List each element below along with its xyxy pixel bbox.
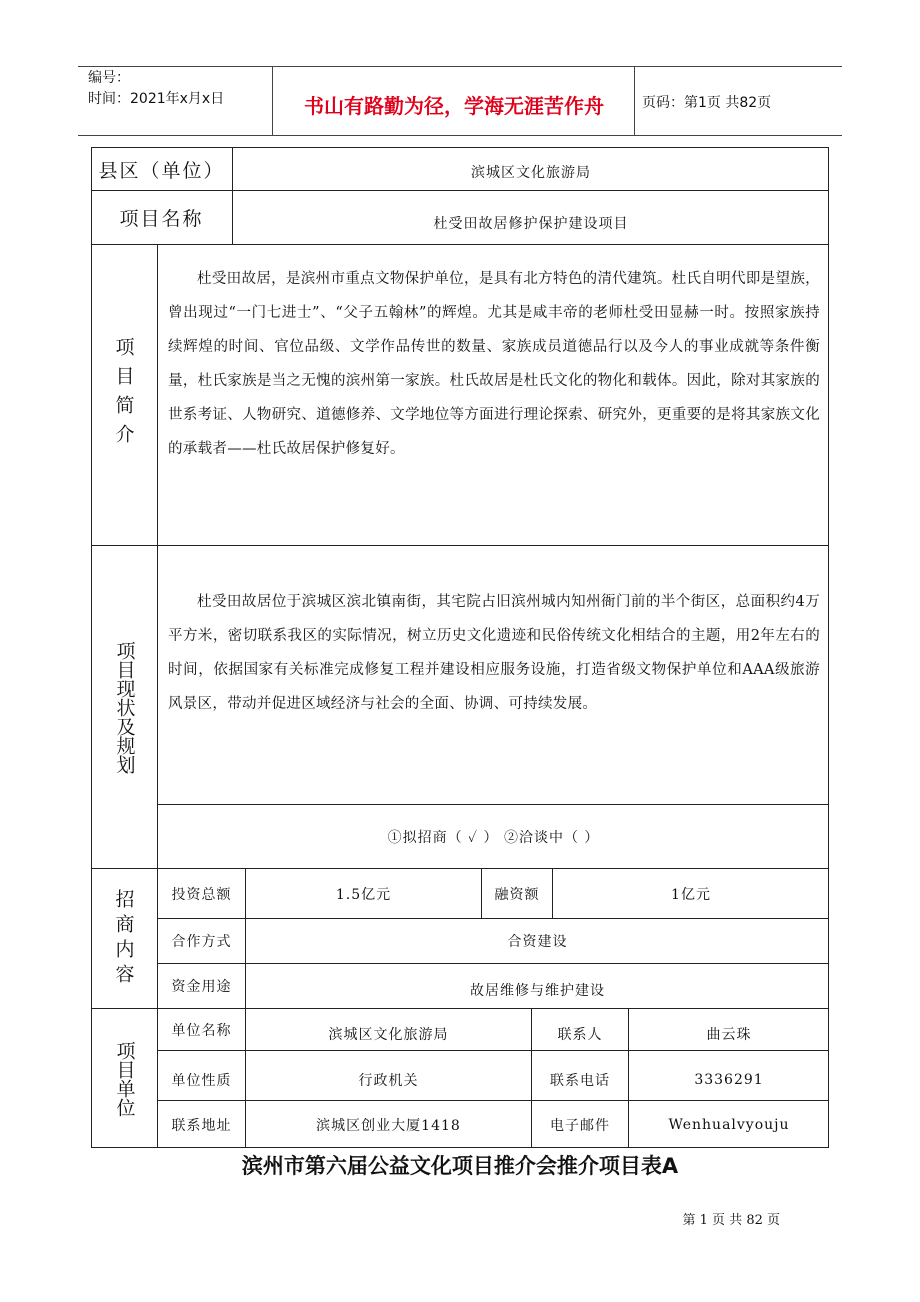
- page-footer: 第 1 页 共 82 页: [682, 1213, 780, 1228]
- financing-value: 1亿元: [671, 886, 711, 903]
- county-label: 县区（单位）: [98, 159, 225, 182]
- row-line: [91, 545, 829, 546]
- status-text: 杜受田故居位于滨城区滨北镇南街，其宅院占旧滨州城内知州衙门前的半个街区，总面积约4万平方米，密切联系我区的实际情况，树立历史文化遗迹和民俗传统文化相结合的主题，用2年左右的时间，依据国家有关标准完成修复工程并建设相应服务设施，打造省级文物保护单位和AAA级旅游风景区，带动并促进区域经济与社会的全面、协调、可持续发展。: [168, 594, 820, 712]
- total-invest-label: 投资总额: [171, 886, 232, 903]
- unit-name-label: 单位名称: [171, 1022, 232, 1039]
- header-divider-1: [272, 66, 273, 135]
- address-label: 联系地址: [171, 1117, 232, 1134]
- email-label: 电子邮件: [550, 1117, 610, 1134]
- contact-label: 联系人: [557, 1027, 603, 1043]
- doc-number-label: 编号：: [88, 70, 130, 86]
- intro-text: 杜受田故居，是滨州市重点文物保护单位，是具有北方特色的清代建筑。杜氏自明代即是望族，曾出现过“一门七进士”、“父子五翰林”的辉煌。尤其是咸丰帝的老师杜受田显赫一时。按照家族持续辉煌的时间、官位品级、文学作品传世的数量、家族成员道德品行以及今人的事业成就等条件衡量，杜氏家族是当之无愧的滨州第一家族。杜氏故居是杜氏文化的物化和载体。因此，除对其家族的世系考证、人物研究、道德修养、文学地位等方面进行理论探索、研究外，更重要的是将其家族文化的承载者——杜氏故居保护修复好。: [168, 271, 820, 457]
- financing-label: 融资额: [494, 886, 540, 903]
- fund-use-value: 故居维修与维护建设: [470, 983, 605, 999]
- invest-label: 招商内容: [112, 888, 135, 989]
- project-name-label: 项目名称: [119, 208, 204, 230]
- email-value: Wenhualvyouju: [668, 1116, 790, 1133]
- header-motto: 书山有路勤为径，学海无涯苦作舟: [304, 94, 604, 118]
- status-label: 项目现状及规划: [113, 640, 136, 774]
- total-invest-value: 1.5亿元: [335, 886, 392, 903]
- cooperation-label: 合作方式: [171, 934, 232, 950]
- intro-label-cell: [91, 245, 157, 545]
- unit-label: 项目单位: [113, 1040, 136, 1117]
- document-title: 滨州市第六届公益文化项目推介会推介项目表A: [241, 1154, 679, 1178]
- invest-label-cell: [91, 869, 157, 1008]
- fund-use-label: 资金用途: [171, 979, 232, 995]
- phone-label: 联系电话: [550, 1072, 610, 1089]
- unit-name-value: 滨城区文化旅游局: [328, 1027, 449, 1043]
- unit-type-value: 行政机关: [358, 1072, 419, 1089]
- cooperation-value: 合资建设: [507, 934, 568, 950]
- header-bottom-rule: [78, 135, 842, 136]
- address-value: 滨城区创业大厦1418: [316, 1117, 461, 1134]
- project-name-value: 杜受田故居修护保护建设项目: [433, 215, 629, 232]
- header-top-rule: [78, 66, 842, 67]
- header-page-info: 页码：第1页 共82页: [642, 95, 772, 111]
- header-left: [88, 68, 224, 110]
- status-label-cell: [91, 546, 157, 868]
- intro-label: 项目简介: [112, 337, 135, 453]
- phone-value: 3336291: [694, 1071, 764, 1088]
- doc-time: 时间：2021年x月x日: [88, 91, 225, 107]
- header-divider-2: [634, 66, 635, 135]
- unit-label-cell: [91, 1009, 157, 1148]
- investment-stage: ①拟招商（ ✓ ） ②洽谈中（ ）: [387, 829, 600, 846]
- contact-value: 曲云珠: [706, 1027, 752, 1043]
- county-value: 滨城区文化旅游局: [471, 165, 591, 181]
- unit-type-label: 单位性质: [171, 1072, 232, 1089]
